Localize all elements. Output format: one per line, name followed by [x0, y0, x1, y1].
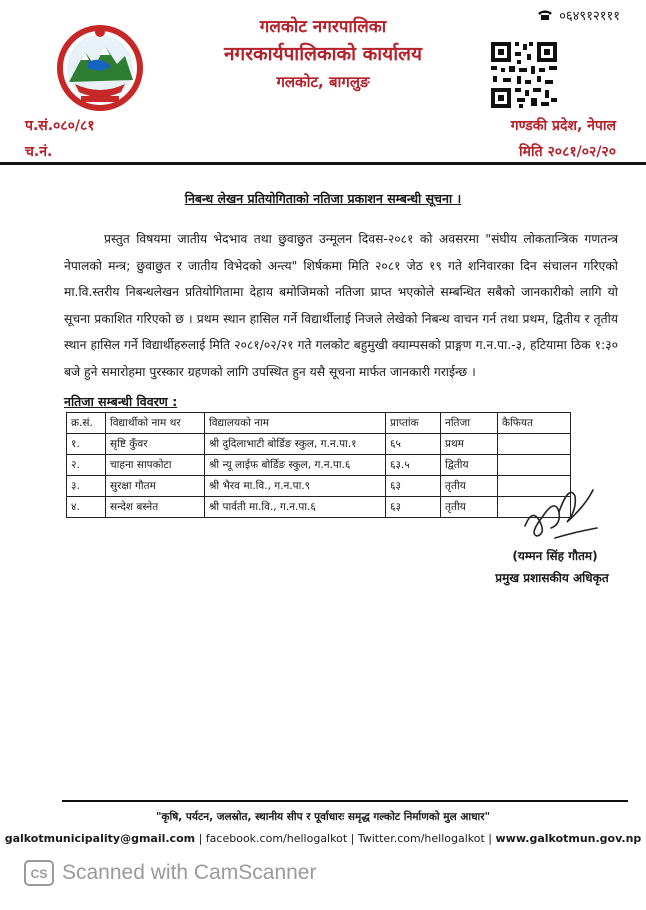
student-name-cell: चाहना सापकोटा — [106, 455, 205, 476]
notice-subject — [0, 190, 646, 207]
office-name: नगरकार्यपालिकाको कार्यालय — [223, 43, 423, 65]
table-row — [67, 434, 571, 455]
remarks-cell — [498, 455, 571, 476]
header-divider — [0, 162, 646, 165]
result-cell: तृतीय — [441, 476, 498, 497]
separator: | — [488, 832, 493, 845]
notice-body: प्रस्तुत विषयमा जातीय भेदभाव तथा छुवाछुत उन्मूलन दिवस-२०८१ को अवसरमा "संघीय लोकतान्त्रिक गणतन्त्र नेपालको मन्त्र; छुवाछुत र जातीय विभेदको अन्त्य" शिर्षकमा मिति २०८१ जेठ १९ गते शनिवारका दिन संचालन गरिएको मा.वि.स्तरीय निबन्धलेखन प्रतियोगितामा देहाय बमोजिमको नतिजा प्राप्त भएकोले सम्बन्धित सबैको जानकारीको लागि यो सूचना प्रकाशित गरिएको छ । प्रथम स्थान हासिल गर्ने विद्यार्थीलाई निजले लेखेको निबन्ध वाचन गर्न तथा प्रथम, द्वितीय र तृतीय स्थान हासिल गर्ने विद्यार्थीहरुलाई मिति २०८१/०२/२१ गते गलकोट बहुमुखी क्याम्पसको प्राङ्गण ग.न.पा.-३, हटियामा ठिक १:३० बजे हुने समारोहमा पुरस्कार ग्रहणको लागि उपस्थित हुन यसै सूचना मार्फत जानकारी गराईन्छ । — [64, 232, 618, 379]
column-header: विद्यार्थीको नाम थर — [106, 413, 205, 434]
result-cell: द्वितीय — [441, 455, 498, 476]
footer-divider — [62, 800, 628, 802]
camscanner-logo-icon — [24, 860, 54, 886]
reference-number: प.सं.०८०/८१ — [25, 118, 95, 134]
serial-cell: ३. — [67, 476, 106, 497]
table-row — [67, 497, 571, 518]
twitter-link[interactable]: Twitter.com/hellogalkot — [357, 832, 485, 845]
svg-text:CS: CS — [30, 867, 48, 881]
column-header: क्र.सं. — [67, 413, 106, 434]
separator: | — [350, 832, 355, 845]
footer-motto: "कृषि, पर्यटन, जलस्रोत, स्थानीय सीप र पूर्वाधारः समृद्ध गल्कोट निर्माणको मुल आधार" — [155, 811, 491, 823]
table-header-row — [67, 413, 571, 434]
watermark-text: Scanned with CamScanner — [62, 861, 317, 884]
score-cell: ६३.५ — [386, 455, 441, 476]
municipality-name: गलकोट नगरपालिका — [259, 17, 387, 37]
dispatch-number: च.नं. — [25, 144, 53, 160]
score-cell: ६५ — [386, 434, 441, 455]
signatory-name: (यम्मन सिंह गौतम) — [512, 549, 598, 563]
phone-text: ०६४९१२१११ — [559, 9, 620, 24]
column-header: विद्यालयको नाम — [205, 413, 386, 434]
separator: | — [198, 832, 203, 845]
qr-code-icon — [489, 40, 559, 110]
table-row — [67, 476, 571, 497]
serial-cell: ४. — [67, 497, 106, 518]
results-table — [66, 412, 571, 518]
signatory-title: प्रमुख प्रशासकीय अधिकृत — [495, 571, 609, 585]
serial-cell: २. — [67, 455, 106, 476]
province-label: गण्डकी प्रदेश, नेपाल — [510, 118, 616, 134]
result-cell: तृतीय — [441, 497, 498, 518]
serial-cell: १. — [67, 434, 106, 455]
notice-date: मिति २०८१/०२/२० — [519, 144, 616, 160]
column-header: कैफियत — [498, 413, 571, 434]
table-row — [67, 455, 571, 476]
column-header: प्राप्तांक — [386, 413, 441, 434]
office-address: गलकोट, बागलुङ — [276, 73, 370, 91]
school-name-cell: श्री पार्वती मा.वि., ग.न.पा.६ — [205, 497, 386, 518]
school-name-cell: श्री भैरव मा.वि., ग.न.पा.९ — [205, 476, 386, 497]
column-header: नतिजा — [441, 413, 498, 434]
results-title: नतिजा सम्बन्धी विवरण : — [64, 394, 178, 409]
camscanner-watermark — [24, 860, 316, 886]
score-cell: ६३ — [386, 476, 441, 497]
student-name-cell: सुरक्षा गौतम — [106, 476, 205, 497]
footer-contacts — [0, 832, 646, 845]
student-name-cell: सन्देश बस्नेत — [106, 497, 205, 518]
remarks-cell — [498, 434, 571, 455]
student-name-cell: सृष्टि कुँवर — [106, 434, 205, 455]
result-cell: प्रथम — [441, 434, 498, 455]
handwritten-signature — [515, 476, 605, 546]
website-link[interactable]: www.galkotmun.gov.np — [495, 832, 642, 845]
email-link[interactable]: galkotmunicipality@gmail.com — [4, 832, 196, 845]
subject-text: निबन्ध लेखन प्रतियोगिताको नतिजा प्रकाशन सम्बन्धी सूचना । — [184, 191, 462, 206]
school-name-cell: श्री न्यू लाईफ बोर्डिङ स्कुल, ग.न.पा.६ — [205, 455, 386, 476]
score-cell: ६३ — [386, 497, 441, 518]
school-name-cell: श्री दुदिलाभाटी बोर्डिङ स्कुल, ग.न.पा.१ — [205, 434, 386, 455]
facebook-link[interactable]: facebook.com/hellogalkot — [205, 832, 348, 845]
